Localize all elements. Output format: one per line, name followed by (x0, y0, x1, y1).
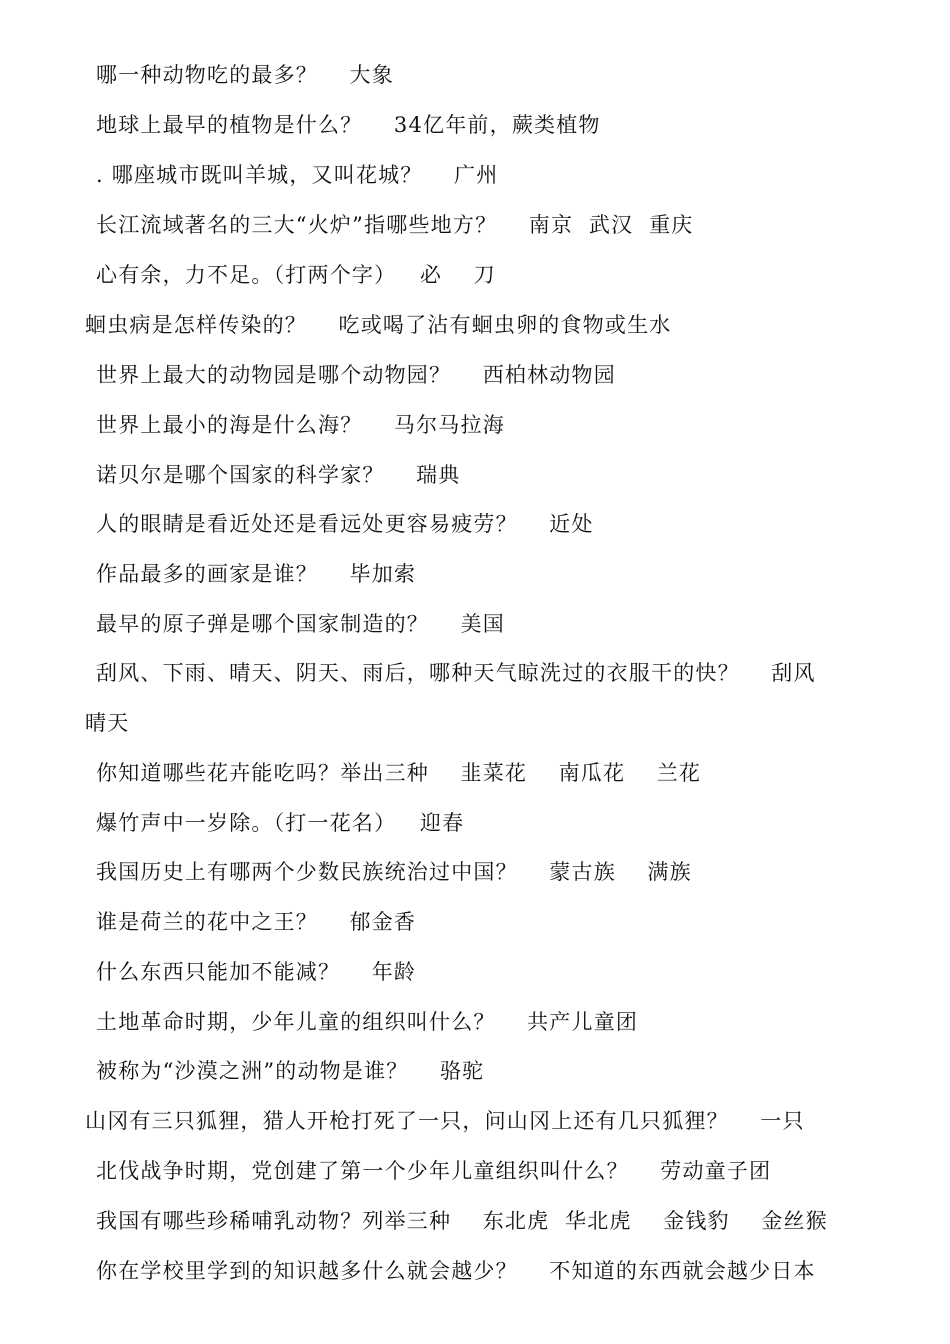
text-line: 哪一种动物吃的最多？ 大象 (96, 63, 394, 87)
text-line: 诺贝尔是哪个国家的科学家？ 瑞典 (96, 463, 461, 487)
text-line: 作品最多的画家是谁？ 毕加索 (96, 562, 417, 586)
text-line: 世界上最小的海是什么海？ 马尔马拉海 (96, 413, 505, 437)
text-line: . 哪座城市既叫羊城，又叫花城？ 广州 (96, 163, 499, 187)
text-line: 我国历史上有哪两个少数民族统治过中国？ 蒙古族 满族 (96, 860, 692, 884)
text-line: 被称为“沙漠之洲”的动物是谁？ 骆驼 (96, 1059, 485, 1083)
text-line: 山冈有三只狐狸，猎人开枪打死了一只，问山冈上还有几只狐狸？ 一只 (85, 1109, 805, 1133)
text-line: 什么东西只能加不能减？ 年龄 (96, 960, 417, 984)
text-line: 谁是荷兰的花中之王？ 郁金香 (96, 910, 417, 934)
text-line: 人的眼睛是看近处还是看远处更容易疲劳？ 近处 (96, 512, 594, 536)
text-line: 刮风、下雨、晴天、阴天、雨后，哪种天气晾洗过的衣服干的快？ 刮风 (96, 661, 816, 685)
text-line: 你在学校里学到的知识越多什么就会越少？ 不知道的东西就会越少日本 (96, 1259, 816, 1283)
text-line: 我国有哪些珍稀哺乳动物？列举三种 东北虎 华北虎 金钱豹 金丝猴 (96, 1209, 828, 1233)
text-line: 晴天 (85, 711, 130, 735)
text-line: 你知道哪些花卉能吃吗？举出三种 韭菜花 南瓜花 兰花 (96, 761, 702, 785)
text-line: 最早的原子弹是哪个国家制造的？ 美国 (96, 612, 505, 636)
text-line: 蛔虫病是怎样传染的？ 吃或喝了沾有蛔虫卵的食物或生水 (85, 313, 672, 337)
text-line: 土地革命时期，少年儿童的组织叫什么？ 共产儿童团 (96, 1010, 639, 1034)
text-line: 地球上最早的植物是什么？ 34亿年前，蕨类植物 (96, 113, 601, 137)
text-line: 爆竹声中一岁除。（打一花名） 迎春 (96, 811, 465, 835)
text-line: 长江流域著名的三大“火炉”指哪些地方？ 南京 武汉 重庆 (96, 213, 694, 237)
text-line: 世界上最大的动物园是哪个动物园？ 西柏林动物园 (96, 363, 616, 387)
text-line: 北伐战争时期，党创建了第一个少年儿童组织叫什么？ 劳动童子团 (96, 1159, 772, 1183)
text-line: 心有余，力不足。（打两个字） 必 刀 (96, 263, 496, 287)
